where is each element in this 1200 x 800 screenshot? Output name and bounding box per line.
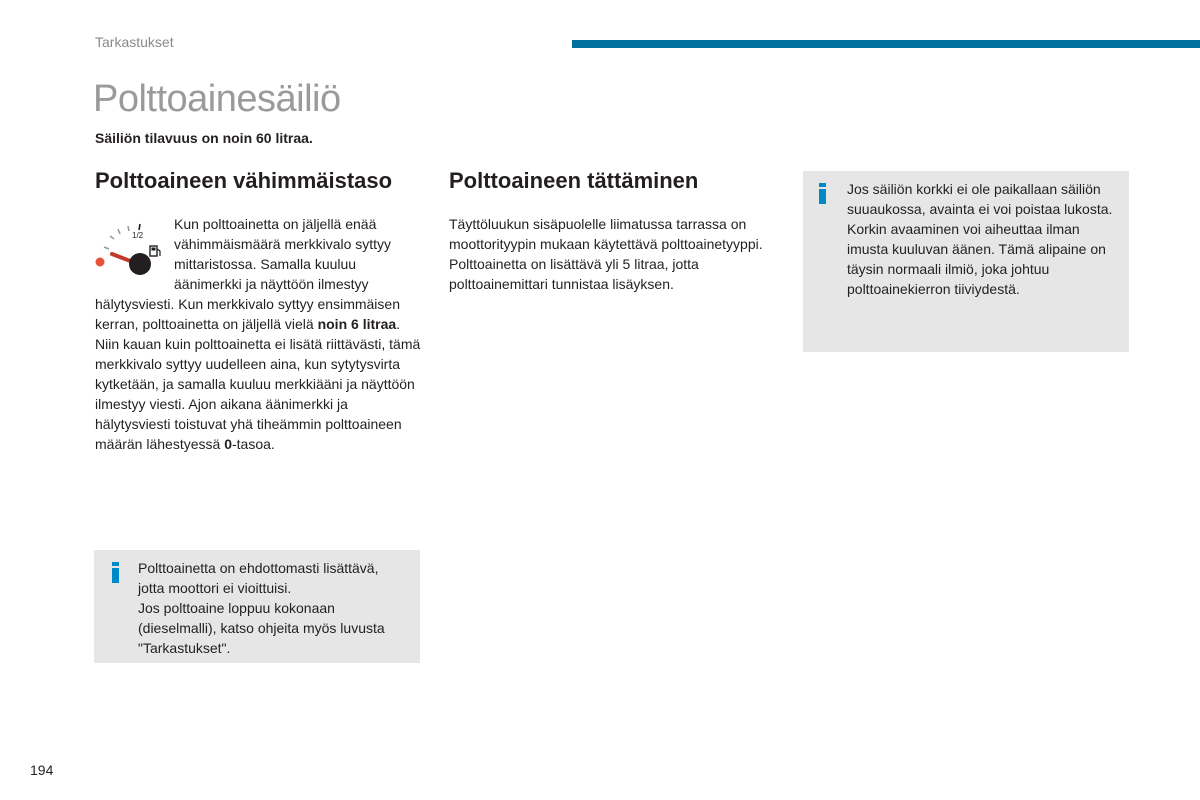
middle-column-heading: Polttoaineen tättäminen [449,168,699,193]
left-column-text [95,214,425,454]
emphasis-zero: 0 [224,436,232,452]
page-subtitle: Säiliön tilavuus on noin 60 litraa. [95,130,313,146]
section-label: Tarkastukset [95,34,174,50]
info-icon [112,562,120,583]
info-box-cap [803,171,1129,352]
left-paragraph-2: Niin kauan kuin polttoainetta ei lisätä riittävästi, tämä merkkivalo syttyy uudelleen aina, kun sytytysvirta kytketään, ja samalla kuuluu merkkiääni ja näyttöön ilmestyy viesti. Ajon aikana äänimerkki ja hälytysviesti toistuvat yhä tiheämmin polttoaineen määrän lähestyessä 0-tasoa. [95,336,421,452]
header-accent-bar [572,40,1200,48]
info-refuel-paragraph-1: Polttoainetta on ehdottomasti lisättävä, jotta moottori ei vioittuisi. [138,560,379,596]
middle-paragraph-2: Polttoainetta on lisättävä yli 5 litraa, jotta polttoainemittari tunnistaa lisäyksen. [449,256,699,292]
page-number: 194 [30,762,54,778]
left-column-heading: Polttoaineen vähimmäistaso [95,168,393,193]
info-box-refuel [94,550,420,663]
page-title: Polttoainesäiliö [93,78,341,120]
emphasis-liters: noin 6 litraa [317,316,397,332]
info-cap-paragraph-2: Korkin avaaminen voi aiheuttaa ilman imusta kuuluvan äänen. Tämä alipaine on täysin normaali ilmiö, joka johtuu polttoainekierron tiiviydestä. [847,221,1106,297]
info-refuel-paragraph-2: Jos polttoaine loppuu kokonaan (dieselmalli), katso ohjeita myös luvusta "Tarkastukset". [138,600,385,656]
info-cap-paragraph-1: Jos säiliön korkki ei ole paikallaan säiliön suuaukossa, avainta ei voi poistaa lukosta. [847,181,1113,217]
info-icon [819,183,827,204]
middle-paragraph-1: Täyttöluukun sisäpuolelle liimatussa tarrassa on moottorityypin mukaan käytettävä polttoainetyyppi. [449,216,763,252]
gauge-half-label: 1/2 [132,231,144,240]
left-paragraph-1: Kun polttoainetta on jäljellä enää vähimmäismäärä merkkivalo syttyy mittaristossa. Samalla kuuluu äänimerkki ja näyttöön ilmestyy hälytysviesti. Kun merkkivalo syttyy ensimmäisen kerran, polttoainetta on jäljellä vielä noin 6 litraa. [95,216,401,332]
middle-column-text [449,214,769,294]
